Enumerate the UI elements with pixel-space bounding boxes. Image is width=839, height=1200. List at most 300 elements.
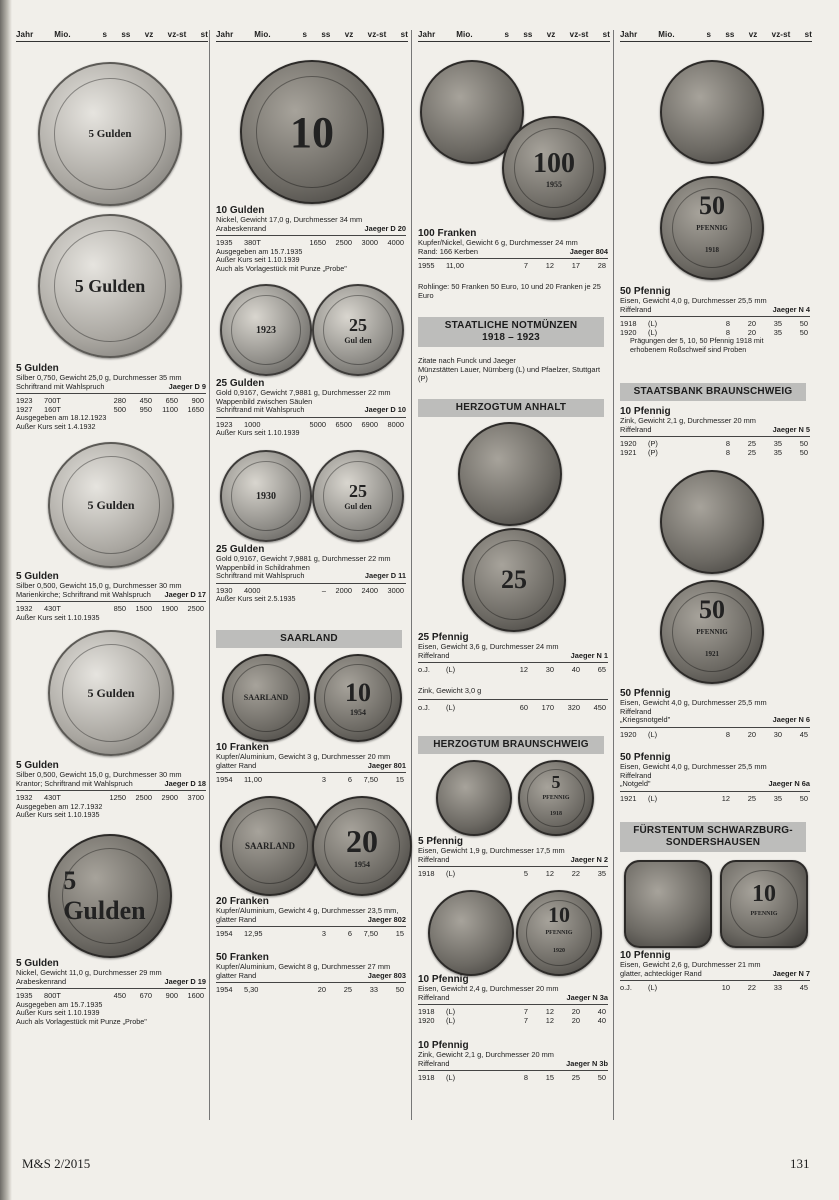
price-cell: 3 [321, 929, 326, 939]
price-cell: 7,50 [363, 929, 378, 939]
entry-note: Außer Kurs seit 1.10.1939 [216, 428, 300, 438]
price-cell: 45 [799, 983, 808, 993]
coin-description: Riffelrand [418, 992, 450, 1002]
coin-image: 1930 [220, 450, 312, 542]
price-cell: 1921 [620, 793, 637, 803]
catalog-entry [418, 1040, 608, 1083]
price-cell: 280 [113, 396, 126, 406]
catalog-reference: Jaeger N 3b [566, 1058, 608, 1068]
coin-title: 25 Gulden [216, 378, 265, 389]
entry-note: Auch als Vorlagestück mit Punze „Probe" [216, 263, 347, 273]
catalog-reference: Jaeger D 10 [364, 405, 406, 415]
price-cell: 12 [721, 793, 730, 803]
catalog-reference: Jaeger 803 [367, 970, 406, 980]
price-cell: 380T [244, 238, 261, 248]
coin-description: Schriftrand mit Wahlspruch [216, 405, 305, 415]
price-cell: 2900 [161, 793, 178, 803]
catalog-reference: Jaeger D 9 [168, 381, 206, 391]
price-cell: 3000 [387, 585, 404, 595]
price-cell: 15 [395, 929, 404, 939]
coin-description: Zink, Gewicht 2,1 g, Durchmesser 20 mm [620, 416, 756, 425]
price-row [216, 986, 406, 995]
price-cell: (L) [446, 869, 456, 879]
price-cell: 35 [597, 869, 606, 879]
price-cell: 900 [165, 991, 178, 1001]
price-cell: 850 [113, 604, 126, 614]
price-row [418, 699, 608, 712]
price-cell: o.J. [620, 983, 632, 993]
coin-title: 50 Franken [216, 952, 269, 963]
price-cell: 1927 [16, 404, 33, 414]
coin-title: 5 Pfennig [418, 836, 464, 847]
entry-note: Ausgegeben am 12.7.1932 [16, 801, 103, 811]
catalog-reference: Jaeger 802 [367, 914, 406, 924]
book-gutter [0, 0, 12, 1200]
coin-description: Riffelrand [620, 424, 652, 434]
price-cell: (L) [446, 1073, 456, 1083]
price-cell: 1000 [244, 419, 261, 429]
price-table [418, 1004, 608, 1025]
entry-note: Außer Kurs seit 1.10.1935 [16, 810, 100, 820]
price-cell: 1100 [162, 404, 178, 414]
price-cell: 35 [773, 327, 782, 337]
price-cell: 1923 [16, 396, 33, 406]
price-cell: 50 [799, 447, 808, 457]
column-divider [411, 30, 412, 1120]
price-cell: 1923 [216, 419, 233, 429]
price-cell: 6900 [361, 419, 378, 429]
price-table [216, 982, 406, 995]
price-cell: 12 [545, 869, 554, 879]
price-row [620, 449, 810, 458]
catalog-entry [620, 950, 810, 993]
price-cell: 40 [597, 1007, 606, 1017]
price-cell: 7 [523, 261, 528, 271]
coin-title: 50 Pfennig [620, 286, 671, 297]
coin-description: Eisen, Gewicht 3,6 g, Durchmesser 24 mm [418, 642, 559, 651]
coin-description: „Notgeld" [620, 779, 651, 789]
price-cell: 12 [545, 1015, 554, 1025]
price-cell: 20 [571, 1015, 580, 1025]
coin-image: 5 PFENNIG 1918 [518, 760, 594, 836]
price-cell: 1920 [620, 729, 637, 739]
price-cell: 950 [139, 404, 152, 414]
note-text: Rohlinge: 50 Franken 50 Euro, 10 und 20 Franken je 25 Euro [418, 282, 601, 300]
price-cell: (L) [648, 729, 658, 739]
entry-note: Prägungen der 5, 10, 50 Pfennig 1918 mit [630, 336, 764, 346]
coin-description: Wappenbild in Schildrahmen [216, 562, 310, 572]
coin-description: Schriftrand mit Wahlspruch [216, 571, 305, 581]
price-table [16, 988, 206, 1001]
coin-description: Riffelrand [620, 304, 652, 314]
coin-image: 10 [240, 60, 384, 204]
price-cell: 1650 [309, 238, 326, 248]
catalog-entry [620, 688, 810, 739]
price-cell: 65 [597, 665, 606, 675]
price-cell: 1954 [216, 775, 233, 785]
note-text: Zitate nach Funck und Jaeger Münzstätten Lauer, Nürnberg (L) und Pfaelzer, Stuttgart (P) [418, 356, 600, 383]
section-heading: FÜRSTENTUM SCHWARZBURG- SONDERSHAUSEN [620, 822, 806, 852]
catalog-reference: Jaeger N 5 [772, 424, 810, 434]
price-cell: 450 [593, 703, 606, 712]
price-table [216, 235, 406, 248]
coin-image: 10 PFENNIG 1920 [516, 890, 602, 976]
price-cell: (L) [446, 1015, 456, 1025]
price-cell: 1920 [418, 1015, 435, 1025]
price-cell: 8 [725, 729, 730, 739]
price-cell: 5 [523, 869, 528, 879]
price-cell: (L) [648, 319, 658, 329]
price-cell: 6 [347, 929, 352, 939]
coin-image: 5 Gulden [48, 834, 172, 958]
price-cell: 33 [369, 985, 378, 995]
price-cell: 40 [571, 665, 580, 675]
price-row [418, 870, 608, 879]
price-cell: 5000 [309, 419, 326, 429]
price-cell: 170 [541, 703, 554, 712]
price-row [418, 262, 608, 271]
catalog-reference: Jaeger N 7 [772, 968, 810, 978]
price-cell: 4000 [387, 238, 404, 248]
coin-image: SAARLAND [222, 654, 310, 742]
catalog-reference: Jaeger D 11 [364, 571, 406, 581]
section-heading: SAARLAND [216, 630, 402, 648]
price-cell: 7,50 [363, 775, 378, 785]
coin-image [458, 422, 562, 526]
price-cell: 1921 [620, 447, 637, 457]
column-2 [216, 30, 408, 1115]
price-cell: 35 [773, 793, 782, 803]
price-table [16, 393, 206, 414]
coin-description: Eisen, Gewicht 4,0 g, Durchmesser 25,5 mm [620, 698, 767, 707]
price-cell: 25 [571, 1073, 580, 1083]
section-heading: STAATSBANK BRAUNSCHWEIG [620, 383, 806, 401]
price-cell: 8 [523, 1073, 528, 1083]
price-cell: 2500 [335, 238, 352, 248]
price-cell: 28 [597, 261, 606, 271]
note-text: Zink, Gewicht 3,0 g [418, 686, 482, 695]
price-cell: 8 [725, 327, 730, 337]
catalog-entry [216, 952, 406, 995]
price-cell: 900 [191, 396, 204, 406]
price-cell: 670 [139, 991, 152, 1001]
coin-image: 10 PFENNIG [720, 860, 808, 948]
price-cell: 800T [44, 991, 61, 1001]
coin-image: 5 Gulden [48, 442, 174, 568]
price-cell: o.J. [418, 703, 430, 712]
catalog-reference: Jaeger D 17 [164, 589, 206, 599]
price-cell: 1954 [216, 929, 233, 939]
column-header: Jahr Mio. s ss vz vz-st st [216, 30, 408, 42]
coin-description: Schriftrand mit Wahlspruch [16, 381, 105, 391]
price-cell: 2400 [361, 585, 378, 595]
price-row [418, 1074, 608, 1083]
coin-description: Silber 0,750, Gewicht 25,0 g, Durchmesser 35 mm [16, 373, 182, 382]
price-cell: 1920 [620, 327, 637, 337]
price-cell: 1918 [418, 1073, 435, 1083]
coin-image: 25 Gul den [312, 284, 404, 376]
coin-title: 25 Gulden [216, 544, 265, 555]
price-cell: 12 [519, 665, 528, 675]
price-cell: 60 [519, 703, 528, 712]
price-cell: 8 [725, 319, 730, 329]
coin-description: Silber 0,500, Gewicht 15,0 g, Durchmesser 30 mm [16, 581, 182, 590]
entry-note: Ausgegeben am 15.7.1935 [16, 999, 103, 1009]
price-cell: 20 [747, 319, 756, 329]
price-cell: 320 [567, 703, 580, 712]
coin-title: 25 Pfennig [418, 632, 469, 643]
coin-title: 50 Pfennig [620, 752, 671, 763]
price-cell: 1932 [16, 793, 33, 803]
catalog-entry [418, 632, 608, 675]
price-cell: 1955 [418, 261, 435, 271]
price-cell: 2000 [335, 585, 352, 595]
catalog-entry [16, 958, 206, 1026]
price-cell: 17 [571, 261, 580, 271]
price-cell: 20 [747, 327, 756, 337]
column-divider [613, 30, 614, 1120]
coin-image [660, 470, 764, 574]
price-cell: 25 [747, 439, 756, 449]
price-cell: 160T [44, 404, 61, 414]
price-cell: 50 [799, 319, 808, 329]
price-cell: (P) [648, 439, 658, 449]
price-cell: 1932 [16, 604, 33, 614]
catalog-reference: Jaeger N 1 [570, 650, 608, 660]
coin-description: Kupfer/Nickel, Gewicht 6 g, Durchmesser 24 mm [418, 238, 578, 247]
price-cell: 450 [139, 396, 152, 406]
price-table [620, 436, 810, 457]
coin-description: Riffelrand [620, 770, 652, 780]
coin-description: Kupfer/Aluminium, Gewicht 8 g, Durchmesser 27 mm [216, 962, 391, 971]
price-cell: 30 [545, 665, 554, 675]
coin-image: 10 1954 [314, 654, 402, 742]
catalog-reference: Jaeger D 20 [364, 223, 406, 233]
price-cell: 6 [347, 775, 352, 785]
price-cell: 7 [523, 1015, 528, 1025]
price-table [216, 772, 406, 785]
price-cell: 30 [773, 729, 782, 739]
coin-title: 100 Franken [418, 228, 477, 239]
coin-title: 5 Gulden [16, 571, 59, 582]
coin-description: Gold 0,9167, Gewicht 7,9881 g, Durchmesser 22 mm [216, 388, 391, 397]
price-cell: 12 [545, 261, 554, 271]
coin-image: 5 Gulden [48, 630, 174, 756]
price-cell: 25 [747, 447, 756, 457]
catalog-reference: Jaeger 804 [569, 246, 608, 256]
column-3 [418, 30, 610, 1115]
price-cell: 2500 [187, 604, 204, 614]
price-cell: 20 [747, 729, 756, 739]
coin-description: Riffelrand [418, 650, 450, 660]
page-number: 131 [790, 1156, 810, 1171]
price-cell: 1918 [418, 869, 435, 879]
price-table [16, 601, 206, 614]
coin-description: glatter Rand [216, 760, 257, 770]
price-cell: (L) [446, 1007, 456, 1017]
catalog-entry [216, 896, 406, 939]
price-cell: 1930 [216, 585, 233, 595]
price-cell: 20 [571, 1007, 580, 1017]
catalog-reference: Jaeger N 6 [772, 715, 810, 725]
price-table [418, 866, 608, 879]
column-header: Jahr Mio. s ss vz vz-st st [16, 30, 208, 42]
column-header: Jahr Mio. s ss vz vz-st st [418, 30, 610, 42]
coin-description: glatter Rand [216, 970, 257, 980]
price-cell: 4000 [244, 585, 261, 595]
journal-issue: M&S 2/2015 [22, 1156, 91, 1171]
price-cell: (P) [648, 447, 658, 457]
price-cell: o.J. [418, 665, 430, 675]
price-cell: 11,00 [244, 775, 262, 785]
coin-description: Kupfer/Aluminium, Gewicht 3 g, Durchmesser 20 mm [216, 752, 391, 761]
price-row [216, 776, 406, 785]
catalog-entry [16, 571, 206, 622]
price-cell: 22 [571, 869, 580, 879]
entry-note: Außer Kurs seit 1.10.1939 [16, 1008, 100, 1018]
price-cell: 25 [343, 985, 352, 995]
catalog-entry [620, 406, 810, 457]
price-cell: 1935 [216, 238, 233, 248]
column-header: Jahr Mio. s ss vz vz-st st [620, 30, 812, 42]
price-table [216, 926, 406, 939]
coin-title: 5 Gulden [16, 958, 59, 969]
price-cell: 22 [747, 983, 756, 993]
section-heading: HERZOGTUM BRAUNSCHWEIG [418, 736, 604, 754]
coin-title: 10 Pfennig [620, 950, 671, 961]
price-cell: 50 [799, 327, 808, 337]
coin-description: Krantor; Schriftrand mit Wahlspruch [16, 778, 133, 788]
price-row [418, 1017, 608, 1026]
price-cell: 1920 [620, 439, 637, 449]
coin-title: 10 Pfennig [620, 406, 671, 417]
coin-description: Gold 0,9167, Gewicht 7,9881 g, Durchmesser 22 mm [216, 554, 391, 563]
catalog-entry [216, 205, 406, 273]
coin-title: 10 Gulden [216, 205, 265, 216]
price-cell: (L) [446, 665, 456, 675]
price-row [620, 795, 810, 804]
coin-image [428, 890, 514, 976]
price-cell: (L) [648, 327, 658, 337]
coin-description: Eisen, Gewicht 2,6 g, Durchmesser 21 mm [620, 960, 761, 969]
price-table [418, 258, 608, 271]
price-cell: 10 [721, 983, 730, 993]
price-cell: 700T [44, 396, 61, 406]
price-cell: 1900 [161, 604, 178, 614]
coin-description: Marienkirche; Schriftrand mit Wahlspruch [16, 589, 151, 599]
catalog-entry [418, 836, 608, 879]
price-cell: 8 [725, 439, 730, 449]
coin-description: Rand: 166 Kerben [418, 246, 478, 256]
coin-image [624, 860, 712, 948]
catalog-reference: Jaeger N 4 [772, 304, 810, 314]
catalog-reference: Jaeger D 18 [164, 778, 206, 788]
price-table [16, 790, 206, 803]
catalog-entry [620, 286, 810, 354]
catalog-entry [16, 363, 206, 431]
price-cell: 35 [773, 447, 782, 457]
price-table [418, 662, 608, 675]
coin-description: Eisen, Gewicht 1,9 g, Durchmesser 17,5 mm [418, 846, 565, 855]
price-cell: 8000 [387, 419, 404, 429]
coin-image: 5 Gulden [38, 62, 182, 206]
price-cell: 6500 [335, 419, 352, 429]
price-cell: 45 [799, 729, 808, 739]
price-cell: (L) [446, 703, 456, 712]
coin-title: 10 Franken [216, 742, 269, 753]
price-cell: 7 [523, 1007, 528, 1017]
section-heading: STAATLICHE NOTMÜNZEN 1918 – 1923 [418, 317, 604, 347]
price-cell: 1954 [216, 985, 233, 995]
coin-description: Riffelrand [418, 854, 450, 864]
price-table [620, 980, 810, 993]
column-divider [209, 30, 210, 1120]
column-4 [620, 30, 812, 1115]
price-cell: 25 [747, 793, 756, 803]
entry-note: Außer Kurs seit 2.5.1935 [216, 594, 296, 604]
coin-image: SAARLAND [220, 796, 320, 896]
coin-description: Eisen, Gewicht 2,4 g, Durchmesser 20 mm [418, 984, 559, 993]
price-cell: 3000 [361, 238, 378, 248]
entry-note: Ausgegeben am 15.7.1935 [216, 246, 303, 256]
catalog-reference: Jaeger D 19 [164, 976, 206, 986]
coin-title: 5 Gulden [16, 363, 59, 374]
price-cell: 35 [773, 319, 782, 329]
catalog-entry [216, 378, 406, 438]
coin-image: 25 Gul den [312, 450, 404, 542]
entry-note: Außer Kurs seit 1.10.1935 [16, 612, 100, 622]
catalog-entry [16, 760, 206, 820]
price-cell: 500 [113, 404, 126, 414]
price-cell: (L) [648, 793, 658, 803]
coin-description: glatter, achteckiger Rand [620, 968, 702, 978]
coin-title: 10 Pfennig [418, 1040, 469, 1051]
price-row [418, 703, 608, 712]
price-cell: 12 [545, 1007, 554, 1017]
coin-description: Kupfer/Aluminium, Gewicht 4 g, Durchmesser 23,5 mm, [216, 906, 399, 915]
price-cell: 1500 [135, 604, 152, 614]
column-1 [16, 30, 208, 1115]
price-cell: 1650 [187, 404, 204, 414]
price-cell: 450 [113, 991, 126, 1001]
coin-description: Riffelrand [418, 1058, 450, 1068]
entry-note: Außer Kurs seit 1.4.1932 [16, 421, 96, 431]
coin-image [660, 60, 764, 164]
catalog-reference: Jaeger N 3a [566, 992, 608, 1002]
price-cell: 12,95 [244, 929, 263, 939]
catalog-entry [620, 752, 810, 803]
catalog-entry [418, 228, 608, 271]
catalog-reference: Jaeger N 6a [768, 779, 810, 789]
coin-image: 1923 [220, 284, 312, 376]
price-cell: 1600 [187, 991, 204, 1001]
catalog-reference: Jaeger N 2 [570, 854, 608, 864]
price-cell: 1918 [620, 319, 637, 329]
coin-image: 50 PFENNIG 1918 [660, 176, 764, 280]
coin-image: 25 [462, 528, 566, 632]
price-row [620, 984, 810, 993]
entry-note: erhobenem Roßschweif sind Proben [630, 344, 747, 354]
coin-title: 50 Pfennig [620, 688, 671, 699]
coin-description: Riffelrand [620, 706, 652, 716]
coin-description: Silber 0,500, Gewicht 15,0 g, Durchmesser 30 mm [16, 770, 182, 779]
section-heading: HERZOGTUM ANHALT [418, 399, 604, 417]
price-cell: 33 [773, 983, 782, 993]
entry-note: Auch als Vorlagestück mit Punze „Probe" [16, 1016, 147, 1026]
price-cell: 430T [44, 793, 61, 803]
coin-image: 20 1954 [312, 796, 412, 896]
price-cell: 20 [317, 985, 326, 995]
